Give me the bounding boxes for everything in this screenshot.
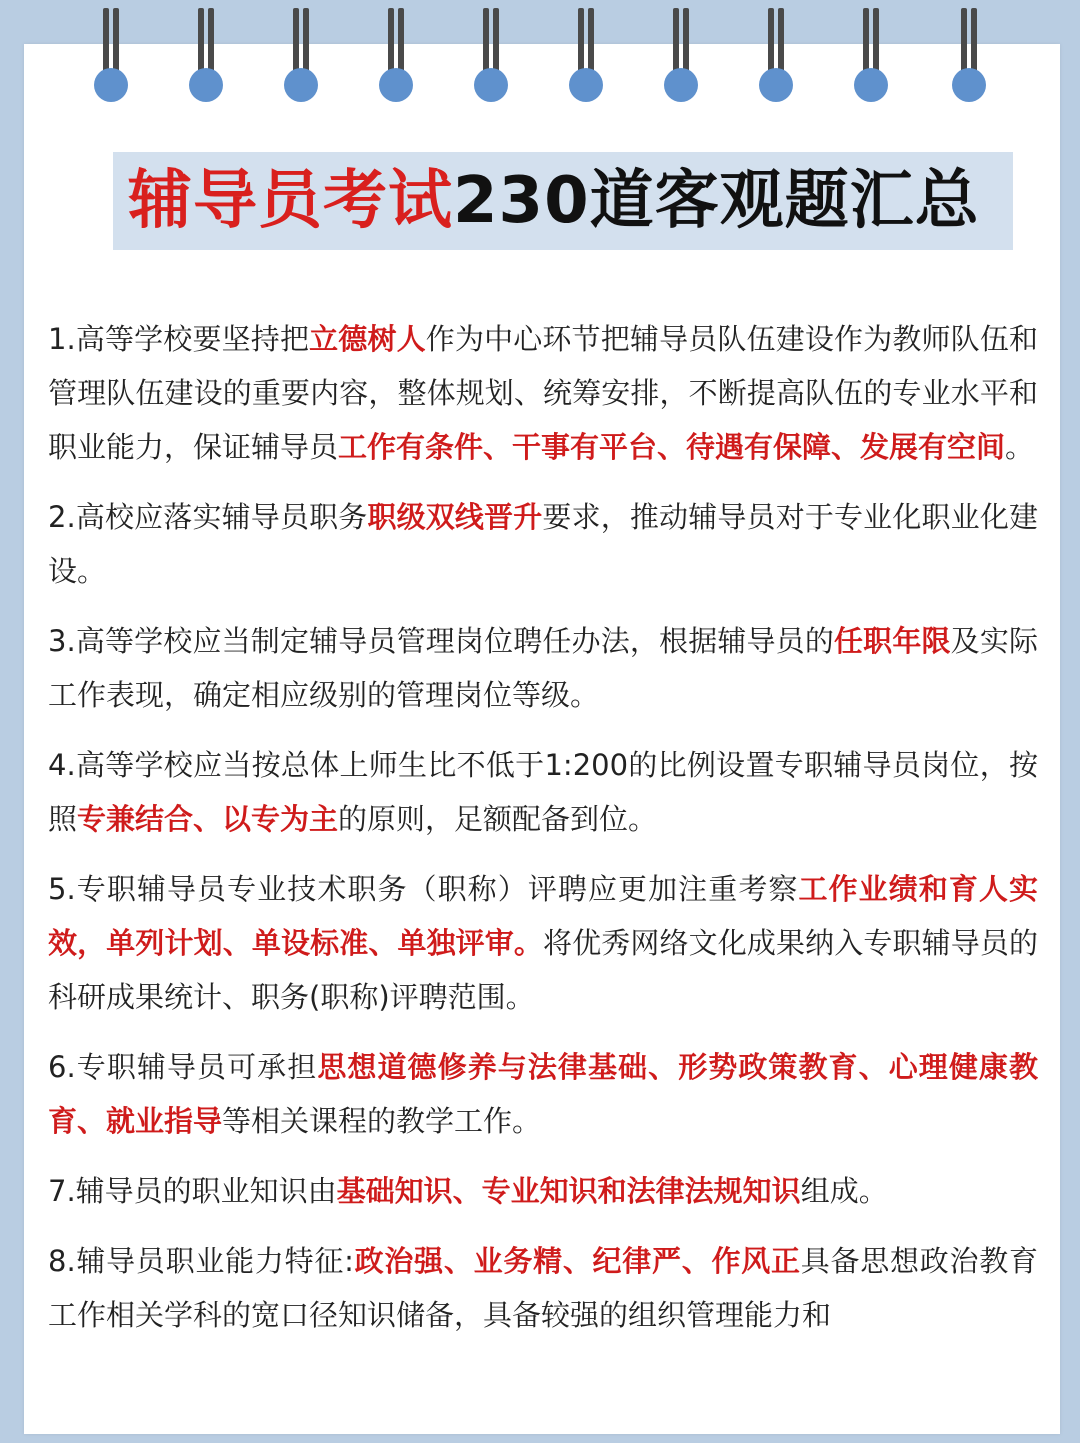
- spiral-binding-ring-icon: [759, 0, 793, 104]
- item-text: 2.高校应落实辅导员职务: [48, 500, 368, 534]
- item-highlight: 立德树人: [309, 322, 426, 356]
- item-highlight: 工作有条件、干事有平台、待遇有保障、发展有空间: [338, 430, 1006, 464]
- item-highlight: 职级双线晋升: [367, 500, 543, 534]
- item-text: 1.高等学校要坚持把: [48, 322, 310, 356]
- spiral-binding-ring-icon: [189, 0, 223, 104]
- item-text: 6.专职辅导员可承担: [48, 1050, 318, 1084]
- question-list: [48, 312, 1038, 1358]
- list-item: [48, 490, 1038, 598]
- item-highlight: 任职年限: [834, 624, 951, 658]
- list-item: [48, 614, 1038, 722]
- item-highlight: 思想道德修养与法律基础、形势政策教育、心理健康教育、就业指导: [48, 1050, 1038, 1138]
- item-highlight: 基础知识、专业知识和法律法规知识: [336, 1174, 801, 1208]
- item-text: 要求，推动辅导员对于专业化职业化建设。: [48, 500, 1038, 588]
- item-text: 3.高等学校应当制定辅导员管理岗位聘任办法，根据辅导员的: [48, 624, 835, 658]
- item-highlight: 专兼结合、以专为主: [77, 802, 339, 836]
- page-title-red: 辅导员考试: [128, 164, 453, 238]
- page-title-black: 230道客观题汇总: [453, 164, 980, 238]
- item-text: 及实际工作表现，确定相应级别的管理岗位等级。: [48, 624, 1038, 712]
- item-text: 具备思想政治教育工作相关学科的宽口径知识储备，具备较强的组织管理能力和: [48, 1244, 1038, 1332]
- list-item: [48, 1234, 1038, 1342]
- spiral-binding-ring-icon: [854, 0, 888, 104]
- spiral-binding-ring-icon: [284, 0, 318, 104]
- item-text: 。: [1005, 430, 1035, 464]
- spiral-binding-ring-icon: [379, 0, 413, 104]
- spiral-binding-ring-icon: [569, 0, 603, 104]
- spiral-binding: [0, 0, 1080, 110]
- list-item: [48, 862, 1038, 1024]
- spiral-binding-ring-icon: [664, 0, 698, 104]
- spiral-binding-ring-icon: [952, 0, 986, 104]
- spiral-binding-ring-icon: [94, 0, 128, 104]
- page-title: [128, 162, 980, 240]
- item-text: 组成。: [800, 1174, 888, 1208]
- list-item: [48, 738, 1038, 846]
- item-text: 的原则，足额配备到位。: [338, 802, 658, 836]
- item-text: 将优秀网络文化成果纳入专职辅导员的科研成果统计、职务(职称)评聘范围。: [48, 926, 1038, 1014]
- item-text: 8.辅导员职业能力特征:: [48, 1244, 354, 1278]
- item-text: 7.辅导员的职业知识由: [48, 1174, 337, 1208]
- item-text: 等相关课程的教学工作。: [222, 1104, 542, 1138]
- list-item: [48, 1040, 1038, 1148]
- list-item: [48, 312, 1038, 474]
- item-text: 4.高等学校应当按总体上师生比不低于1:200的比例设置专职辅导员岗位，按照: [48, 748, 1038, 836]
- list-item: [48, 1164, 1038, 1218]
- spiral-binding-ring-icon: [474, 0, 508, 104]
- item-highlight: 政治强、业务精、纪律严、作风正: [353, 1244, 801, 1278]
- item-text: 5.专职辅导员专业技术职务（职称）评聘应更加注重考察: [48, 872, 799, 906]
- item-highlight: 工作业绩和育人实效，单列计划、单设标准、单独评审。: [48, 872, 1038, 960]
- item-text: 作为中心环节把辅导员队伍建设作为教师队伍和管理队伍建设的重要内容，整体规划、统筹安排，不断提高队伍的专业水平和职业能力，保证辅导员: [48, 322, 1038, 464]
